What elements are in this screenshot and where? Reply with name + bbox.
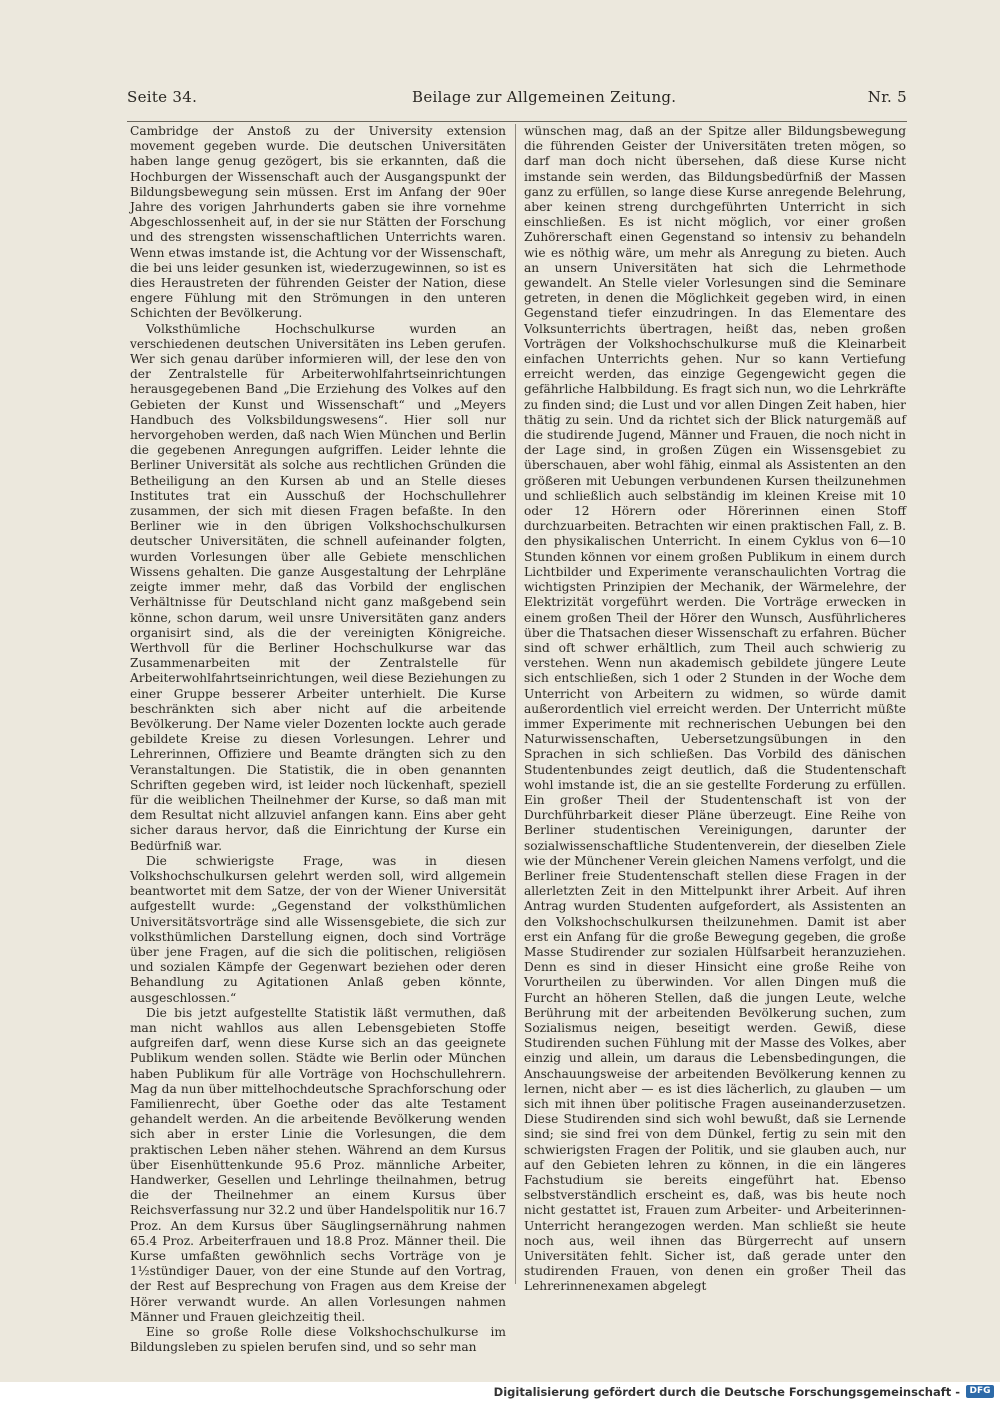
issue-number: Nr. 5 [867,88,907,106]
paragraph: Cambridge der Anstoß zu der University extension movement gegeben wurde. Die deutschen Universitäten haben lange genug gezögert, bis sie erkannten, daß die Hochburgen der Wissenschaft auch der Ausgangspunkt der Bildungsbewegung sein müssen. Erst im Anfang der 90er Jahre des vorigen Jahrhunderts gaben sie ihre vornehme Abgeschlossenheit auf, in der sie nur Stätten der Forschung und des strengsten wissenschaftlichen Unterrichts waren. Wenn etwas imstande ist, die Achtung vor der Wissenschaft, die bei uns leider gesunken ist, wiederzugewinnen, so ist es dies Heraustreten der führenden Geister der Nation, diese engere Fühlung mit den Strömungen in den unteren Schichten der Bevölkerung. [130,124,506,321]
left-column [130,124,506,1355]
paragraph: Die schwierigste Frage, was in diesen Volkshochschulkursen gelehrt werden soll, wird allgemein beantwortet mit dem Satze, der von der Wiener Universität aufgestellt wurde: „Gegenstand der volksthümlichen Universitätsvorträge sind alle Wissensgebiete, die sich zur volksthümlichen Darstellung eignen, doch sind Vorträge über jene Fragen, auf die sich die politischen, religiösen und sozialen Kämpfe der Gegenwart beziehen oder deren Behandlung zu Agitationen Anlaß geben könnte, ausgeschlossen.“ [130,853,506,1005]
paragraph: wünschen mag, daß an der Spitze aller Bildungsbewegung die führenden Geister der Universitäten treten mögen, so darf man doch nicht übersehen, daß diese Kurse nicht imstande sein werden, das Bildungsbedürfniß der Massen ganz zu erfüllen, so lange diese Kurse anregende Belehrung, aber keinen streng durchgeführten Unterricht in sich einschließen. Es ist nicht möglich, vor einer großen Zuhörerschaft einen Gegenstand so intensiv zu behandeln wie es nöthig wäre, um mehr als Anregung zu bieten. Auch an unsern Universitäten hat sich die Lehrmethode gewandelt. An Stelle vieler Vorlesungen sind die Seminare getreten, in denen die Möglichkeit gegeben wird, in einen Gegenstand tiefer einzudringen. In das Elementare des Volksunterrichts übertragen, heißt das, neben großen Vorträgen der Volkshochschulkurse muß die Kleinarbeit einfachen Unterrichts gehen. Nur so kann Vertiefung erreicht werden, das einzige Gegengewicht gegen die gefährliche Halbbildung. Es fragt sich nun, wo die Lehrkräfte zu finden sind; die Lust und vor allen Dingen Zeit haben, hier thätig zu sein. Und da richtet sich der Blick naturgemäß auf die studirende Jugend, Männer und Frauen, die noch nicht in der Lage sind, in großen Zügen ein Wissensgebiet zu überschauen, aber wohl fähig, einmal als Assistenten an den größeren mit Uebungen verbundenen Kursen theilzunehmen und schließlich auch selbständig im kleinen Kreise mit 10 oder 12 Hörern oder Hörerinnen einen Stoff durchzuarbeiten. Betrachten wir einen praktischen Fall, z. B. den physikalischen Unterricht. In einem Cyklus von 6—10 Stunden können vor einem großen Publikum in einem durch Lichtbilder und Experimente veranschaulichten Vortrag die wichtigsten Prinzipien der Mechanik, der Wärmelehre, der Elektrizität vorgeführt werden. Die Vorträge erwecken in einem großen Theil der Hörer den Wunsch, Ausführlicheres über die Thatsachen dieser Wissenschaft zu erfahren. Bücher sind oft schwer erhältlich, zum Theil auch schwierig zu verstehen. Wenn nun akademisch gebildete jüngere Leute sich entschließen, sich 1 oder 2 Stunden in der Woche dem Unterricht von Arbeitern zu widmen, so würde damit außerordentlich viel erreicht werden. Der Unterricht müßte immer Experimente mit rechnerischen Uebungen bei den Naturwissenschaften, Uebersetzungsübungen in den Sprachen in sich schließen. Das Vorbild des dänischen Studentenbundes zeigt deutlich, daß die Studentenschaft wohl imstande ist, die an sie gestellte Forderung zu erfüllen. Ein großer Theil der Studentenschaft ist von der Durchführbarkeit dieser Pläne überzeugt. Eine Reihe von Berliner studentischen Vereinigungen, darunter der sozialwissenschaftliche Studentenverein, der dieselben Ziele wie der Münchener Verein gleichen Namens verfolgt, und die Berliner freie Studentenschaft stellen diese Fragen in der allerletzten Zeit in den Mittelpunkt ihrer Arbeit. Auf ihren Antrag wurden Studenten aufgefordert, als Assistenten an den Volkshochschulkursen theilzunehmen. Damit ist aber erst ein Anfang für die große Bewegung gegeben, die große Masse Studirender zur sozialen Hülfsarbeit heranzuziehen. Denn es sind in dieser Hinsicht eine große Reihe von Vorurtheilen zu überwinden. Vor allen Dingen muß die Furcht an höheren Stellen, daß die jungen Leute, welche Berührung mit der arbeitenden Bevölkerung suchen, zum Sozialismus neigen, beseitigt werden. Gewiß, diese Studirenden suchen Fühlung mit der Masse des Volkes, aber einzig und allein, um daraus die Lebensbedingungen, die Anschauungsweise der arbeitenden Bevölkerung kennen zu lernen, nicht aber — es ist dies lächerlich, zu glauben — um sich mit ihnen über politische Fragen auseinanderzusetzen. Diese Studirenden sind sich wohl bewußt, daß sie Lernende sind; sie sind frei von dem Dünkel, fertig zu sein mit den schwierigsten Fragen der Politik, und sie glauben auch, nur auf den Gebieten lehren zu können, in die ein längeres Fachstudium sie bereits eingeführt hat. Ebenso selbstverständlich erscheint es, daß, was bis heute noch nicht gestattet ist, Frauen zum Arbeiter- und Arbeiterinnen-Unterricht herangezogen werden. Man schließt sie heute noch aus, weil ihnen das Bürgerrecht auf unsern Universitäten fehlt. Sicher ist, daß gerade unter den studirenden Frauen, von denen ein großer Theil das Lehrerinnenexamen abgelegt [524,124,907,1294]
right-column [524,124,906,1295]
publication-title: Beilage zur Allgemeinen Zeitung. [412,88,677,106]
header-rule [127,121,907,122]
digitization-footer [0,1382,1000,1402]
funding-credit: Digitalisierung gefördert durch die Deutsche Forschungsgemeinschaft - [493,1385,960,1399]
paragraph: Volksthümliche Hochschulkurse wurden an verschiedenen deutschen Universitäten ins Leben gerufen. Wer sich genau darüber informieren will, der lese den von der Zentralstelle für Arbeiterwohlfahrtseinrichtungen herausgegebenen Band „Die Erziehung des Volkes auf den Gebieten der Kunst und Wissenschaft“ und „Meyers Handbuch des Volksbildungswesens“. Hier soll nur hervorgehoben werden, daß nach Wien München und Berlin die gegebenen Anregungen aufgriffen. Leider lehnte die Berliner Universität als solche aus rechtlichen Gründen die Betheiligung an den Kursen ab und an Stelle dieses Institutes trat ein Ausschuß der Hochschullehrer zusammen, der sich mit diesen Fragen befaßte. In den Berliner wie in den übrigen Volkshochschulkursen deutscher Universitäten, die schnell aufeinander folgten, wurden Vorlesungen über alle Gebiete menschlichen Wissens gehalten. Die ganze Ausgestaltung der Lehrpläne zeigte immer mehr, daß das Vorbild der englischen Verhältnisse für Deutschland nicht ganz maßgebend sein könne, schon darum, weil unsre Universitäten ganz anders organisirt sind, als die der vereinigten Königreiche. Werthvoll für die Berliner Hochschulkurse war das Zusammenarbeiten mit der Zentralstelle für Arbeiterwohlfahrtseinrichtungen, weil diese Beziehungen zu einer Gruppe besserer Arbeiter unterhielt. Die Kurse beschränkten sich aber nicht auf die arbeitende Bevölkerung. Der Name vieler Dozenten lockte auch gerade gebildete Kreise zu diesen Vorlesungen. Lehrer und Lehrerinnen, Offiziere und Beamte drängten sich zu den Veranstaltungen. Die Statistik, die in oben genannten Schriften gegeben wird, ist leider noch lückenhaft, speziell für die weiblichen Theilnehmer der Kurse, so daß man mit dem Resultat nicht allzuviel anfangen kann. Eins aber geht sicher daraus hervor, daß die Einrichtung der Kurse ein Bedürfniß war. [130,321,506,853]
paragraph: Eine so große Rolle diese Volkshochschulkurse im Bildungsleben zu spielen berufen sind, und so sehr man [130,1325,506,1355]
paragraph: Die bis jetzt aufgestellte Statistik läßt vermuthen, daß man nicht wahllos aus allen Lebensgebieten Stoffe aufgreifen darf, wenn diese Kurse sich an das geeignete Publikum wenden sollen. Städte wie Berlin oder München haben Publikum für alle Vorträge von Hochschullehrern. Mag da nun über mittelhochdeutsche Sprachforschung oder Familienrecht, über Goethe oder das alte Testament gehandelt werden. An die arbeitende Bevölkerung wenden sich aber in erster Linie die Vorlesungen, die dem praktischen Leben näher stehen. Während an dem Kursus über Eisenhüttenkunde 95.6 Proz. männliche Arbeiter, Handwerker, Gesellen und Lehrlinge theilnahmen, betrug die der Theilnehmer an einem Kursus über Reichsverfassung nur 32.2 und über Handelspolitik nur 16.7 Proz. An dem Kursus über Säuglingsernährung nahmen 65.4 Proz. Arbeiterfrauen und 18.8 Proz. Männer theil. Die Kurse umfaßten gewöhnlich sechs Vorträge von je 1½stündiger Dauer, von der eine Stunde auf den Vortrag, der Rest auf Besprechung von Fragen aus dem Kreise der Hörer verwandt wurde. An allen Vorlesungen nahmen Männer und Frauen gleichzeitig theil. [130,1005,506,1324]
page-number: Seite 34. [127,88,198,106]
dfg-logo-icon: DFG [966,1385,994,1398]
column-divider [515,124,516,1284]
page-header [127,84,907,108]
